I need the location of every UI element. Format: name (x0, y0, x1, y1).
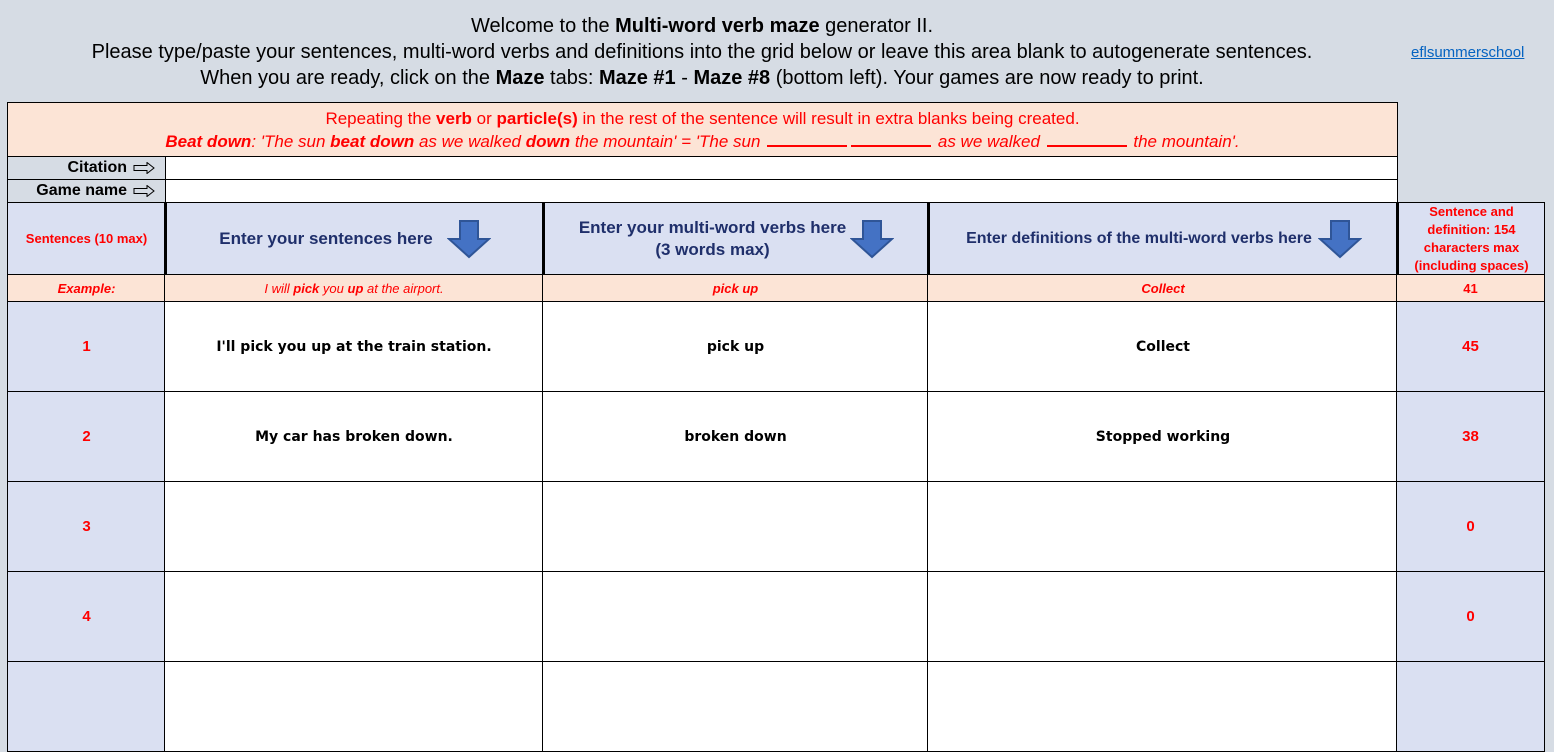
sentence-input[interactable]: I'll pick you up at the train station. (164, 301, 544, 392)
definition-input[interactable] (927, 571, 1399, 662)
sentence-input[interactable] (164, 661, 544, 752)
text: at the airport. (367, 280, 444, 296)
intro-line-1 (0, 13, 1404, 39)
verb-input[interactable] (542, 481, 929, 572)
text: verb (436, 109, 472, 128)
text: - (675, 67, 694, 89)
text: definition: 154 (1427, 221, 1516, 237)
text: (bottom left). Your games are now ready to print. (770, 67, 1204, 89)
arrow-right-icon (133, 162, 155, 174)
text: Citation (67, 159, 127, 176)
header-sentences (164, 202, 544, 275)
example-label: Example: (7, 274, 166, 302)
intro-text (0, 13, 1404, 91)
sentence-input[interactable] (164, 481, 544, 572)
text: Maze #8 (693, 67, 771, 89)
row-number: 1 (7, 301, 166, 392)
text: pick (293, 280, 320, 296)
blank (851, 131, 931, 147)
text: or (471, 109, 497, 128)
eflsummerschool-link[interactable]: eflsummerschool (1411, 44, 1525, 61)
text: as we walked (414, 132, 526, 151)
header-verbs (542, 202, 929, 275)
header-sentences-count: Sentences (10 max) (7, 202, 166, 275)
text: (including spaces) (1414, 257, 1529, 273)
header-char-count-text (1414, 203, 1528, 275)
example-definition: Collect (927, 274, 1399, 302)
intro-line-2: Please type/paste your sentences, multi-word verbs and definitions into the grid below or leave this area blank to autogenerate sentences. (91, 41, 1313, 63)
row-number: 2 (7, 391, 166, 482)
sentence-input[interactable]: My car has broken down. (164, 391, 544, 482)
verb-input[interactable] (542, 571, 929, 662)
text: I will (264, 280, 290, 296)
sentence-input[interactable] (164, 571, 544, 662)
row-number: 3 (7, 481, 166, 572)
text: : 'The sun (251, 132, 331, 151)
header-definitions (927, 202, 1399, 275)
char-count: 45 (1396, 301, 1545, 392)
text: tabs: (544, 67, 599, 89)
text: Game name (36, 182, 127, 199)
text: the mountain'. (1128, 132, 1240, 151)
text: Enter definitions of the multi-word verbs here (966, 229, 1312, 247)
citation-input[interactable] (165, 156, 1398, 180)
text: Enter your multi-word verbs here (578, 217, 847, 237)
text: the mountain' = 'The sun (570, 132, 766, 151)
text: (3 words max) (655, 239, 770, 259)
example-sentence (164, 274, 544, 302)
notice-line-1 (8, 107, 1397, 130)
citation-label (7, 156, 166, 180)
char-count: 0 (1396, 571, 1545, 662)
text: characters max (1423, 239, 1520, 255)
char-count: 38 (1396, 391, 1545, 482)
text: Maze (495, 67, 545, 89)
game-name-input[interactable] (165, 179, 1398, 203)
app-name: Multi-word verb maze (615, 15, 820, 37)
notice-banner (7, 102, 1398, 157)
row-number (7, 661, 166, 752)
definition-input[interactable]: Stopped working (927, 391, 1399, 482)
definition-input[interactable]: Collect (927, 301, 1399, 392)
text: Repeating the (325, 109, 437, 128)
char-count (1396, 661, 1545, 752)
text: Beat down (165, 132, 252, 151)
text: particle(s) (496, 109, 578, 128)
arrow-down-icon (447, 219, 491, 259)
text: you (322, 280, 344, 296)
blank (1047, 131, 1127, 147)
header-verbs-text (579, 217, 846, 261)
header-char-count (1396, 202, 1545, 275)
row-number: 4 (7, 571, 166, 662)
arrow-right-icon (133, 185, 155, 197)
blank (767, 131, 847, 147)
notice-line-2 (8, 130, 1397, 153)
text: up (347, 280, 364, 296)
example-verb: pick up (542, 274, 929, 302)
text: Welcome to the (470, 15, 616, 37)
text: in the rest of the sentence will result in extra blanks being created. (577, 109, 1080, 128)
arrow-down-icon (850, 219, 894, 259)
example-count: 41 (1396, 274, 1545, 302)
text: beat down (330, 132, 415, 151)
text: as we walked (933, 132, 1045, 151)
definition-input[interactable] (927, 661, 1399, 752)
text: Sentence and (1429, 203, 1514, 219)
game-name-label (7, 179, 166, 203)
verb-input[interactable]: broken down (542, 391, 929, 482)
definition-input[interactable] (927, 481, 1399, 572)
text: generator II. (819, 15, 934, 37)
arrow-down-icon (1318, 219, 1362, 259)
text: Enter your sentences here (219, 228, 433, 248)
intro-line-3 (0, 65, 1404, 91)
text: Maze #1 (598, 67, 676, 89)
verb-input[interactable]: pick up (542, 301, 929, 392)
text: down (525, 132, 571, 151)
verb-input[interactable] (542, 661, 929, 752)
char-count: 0 (1396, 481, 1545, 572)
text: When you are ready, click on the (200, 67, 496, 89)
